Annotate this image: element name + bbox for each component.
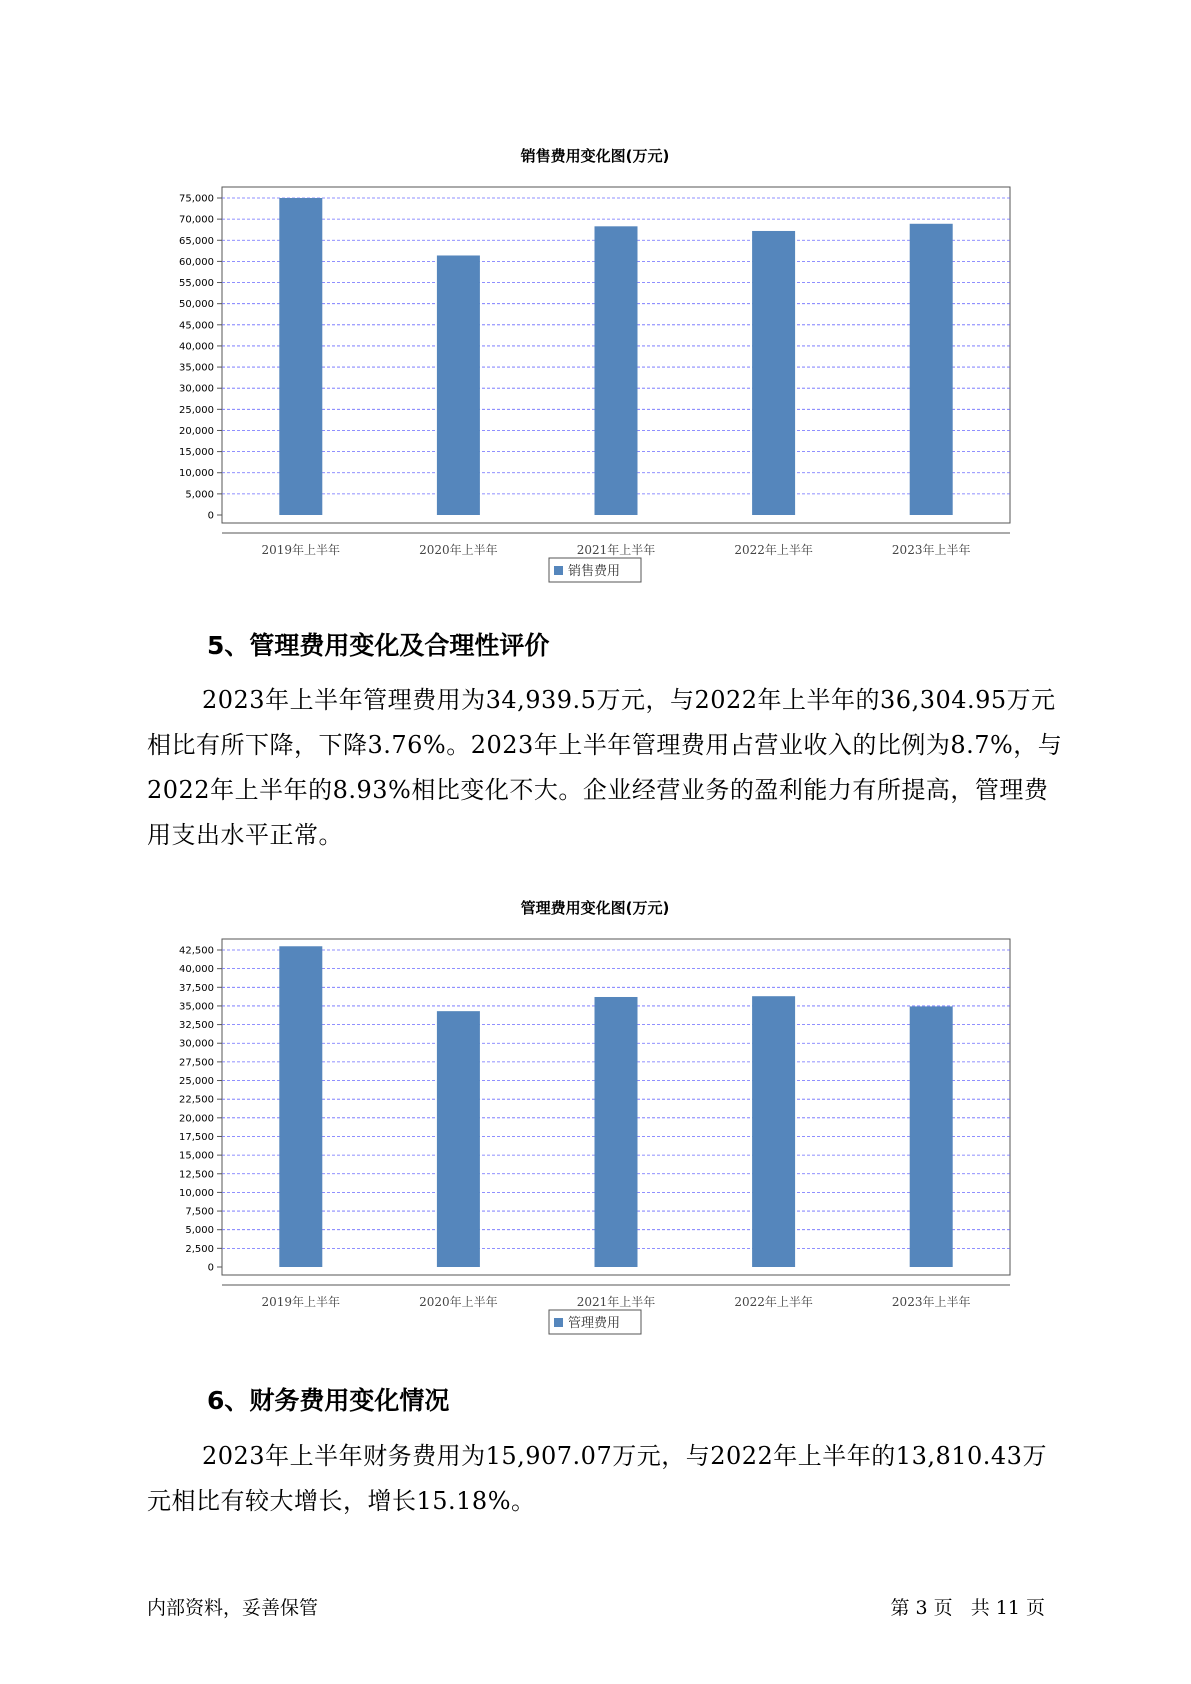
sales-bar (752, 231, 795, 515)
admin-bar (595, 997, 638, 1267)
admin-y-tick-label: 15,000 (179, 1150, 214, 1162)
admin-y-tick-label: 20,000 (179, 1113, 214, 1125)
sales-bar (910, 224, 953, 515)
sales-y-tick-label: 20,000 (179, 425, 214, 437)
admin-y-tick-label: 37,500 (179, 982, 214, 994)
admin-bar (279, 946, 322, 1267)
admin-bar (752, 996, 795, 1267)
sales-chart-title: 销售费用变化图(万元) (520, 147, 670, 165)
sales-expense-chart-svg (0, 140, 1191, 610)
admin-y-tick-label: 17,500 (179, 1131, 214, 1143)
admin-y-tick-label: 40,000 (179, 964, 214, 976)
admin-y-tick-label: 30,000 (179, 1038, 214, 1050)
admin-y-tick-label: 2,500 (185, 1243, 214, 1255)
footer-confidential-note: 内部资料，妥善保管 (147, 1597, 319, 1619)
sales-y-tick-label: 45,000 (179, 320, 214, 332)
admin-y-tick-label: 22,500 (179, 1094, 214, 1106)
sales-y-tick-label: 25,000 (179, 404, 214, 416)
admin-y-tick-label: 32,500 (179, 1020, 214, 1032)
sales-bar (279, 198, 322, 515)
admin-y-tick-label: 7,500 (185, 1206, 214, 1218)
admin-expense-paragraph: 2023年上半年管理费用为34,939.5万元，与2022年上半年的36,304.95万元相比有所下降，下降3.76%。2023年上半年管理费用占营业收入的比例为8.7%，与2022年上半年的8.93%相比变化不大。企业经营业务的盈利能力有所提高，管理费用支出水平正常。 (147, 686, 1063, 849)
sales-x-tick-label: 2023年上半年 (891, 543, 971, 557)
sales-y-tick-label: 75,000 (179, 193, 214, 205)
sales-y-tick-label: 5,000 (185, 489, 214, 501)
admin-x-tick-label: 2020年上半年 (419, 1295, 498, 1309)
finance-expense-heading: 6、财务费用变化情况 (207, 1386, 450, 1415)
sales-x-tick-label: 2020年上半年 (419, 543, 498, 557)
admin-y-tick-label: 10,000 (179, 1187, 214, 1199)
sales-y-tick-label: 40,000 (179, 341, 214, 353)
sales-y-tick-label: 60,000 (179, 256, 214, 268)
admin-bar (910, 1006, 953, 1267)
admin-expense-chart-svg (0, 892, 1191, 1362)
sales-x-tick-label: 2019年上半年 (261, 543, 341, 557)
admin-legend-label: 管理费用 (568, 1316, 621, 1331)
admin-y-tick-label: 25,000 (179, 1076, 214, 1088)
sales-y-tick-label: 70,000 (179, 214, 214, 226)
admin-expense-chart (0, 892, 1191, 1362)
sales-y-tick-label: 55,000 (179, 278, 214, 290)
admin-x-tick-label: 2023年上半年 (891, 1295, 971, 1309)
sales-y-tick-label: 10,000 (179, 468, 214, 480)
sales-bar (437, 255, 480, 515)
admin-x-tick-label: 2021年上半年 (576, 1295, 656, 1309)
footer-page-number: 第 3 页 共 11 页 (890, 1597, 1045, 1619)
admin-legend (549, 1310, 641, 1334)
sales-expense-chart (0, 140, 1191, 610)
admin-chart-title: 管理费用变化图(万元) (520, 899, 670, 917)
admin-legend-swatch (554, 1318, 563, 1327)
admin-expense-heading: 5、管理费用变化及合理性评价 (207, 631, 550, 660)
admin-x-tick-label: 2019年上半年 (261, 1295, 341, 1309)
admin-y-tick-label: 35,000 (179, 1001, 214, 1013)
admin-x-tick-label: 2022年上半年 (734, 1295, 813, 1309)
finance-expense-paragraph: 2023年上半年财务费用为15,907.07万元，与2022年上半年的13,810.43万元相比有较大增长，增长15.18%。 (147, 1442, 1047, 1515)
sales-legend-swatch (554, 566, 563, 575)
sales-x-tick-label: 2021年上半年 (576, 543, 656, 557)
admin-bar (437, 1011, 480, 1267)
sales-y-tick-label: 30,000 (179, 383, 214, 395)
sales-y-tick-label: 50,000 (179, 299, 214, 311)
admin-y-tick-label: 42,500 (179, 945, 214, 957)
sales-y-tick-label: 65,000 (179, 235, 214, 247)
sales-bar (595, 226, 638, 515)
sales-legend (549, 558, 641, 582)
sales-legend-label: 销售费用 (568, 564, 621, 579)
sales-x-tick-label: 2022年上半年 (734, 543, 813, 557)
admin-y-tick-label: 12,500 (179, 1169, 214, 1181)
sales-y-tick-label: 35,000 (179, 362, 214, 374)
admin-y-tick-label: 5,000 (185, 1225, 214, 1237)
admin-y-tick-label: 27,500 (179, 1057, 214, 1069)
sales-y-tick-label: 15,000 (179, 447, 214, 459)
sales-y-tick-label: 0 (207, 510, 214, 522)
admin-y-tick-label: 0 (207, 1262, 214, 1274)
